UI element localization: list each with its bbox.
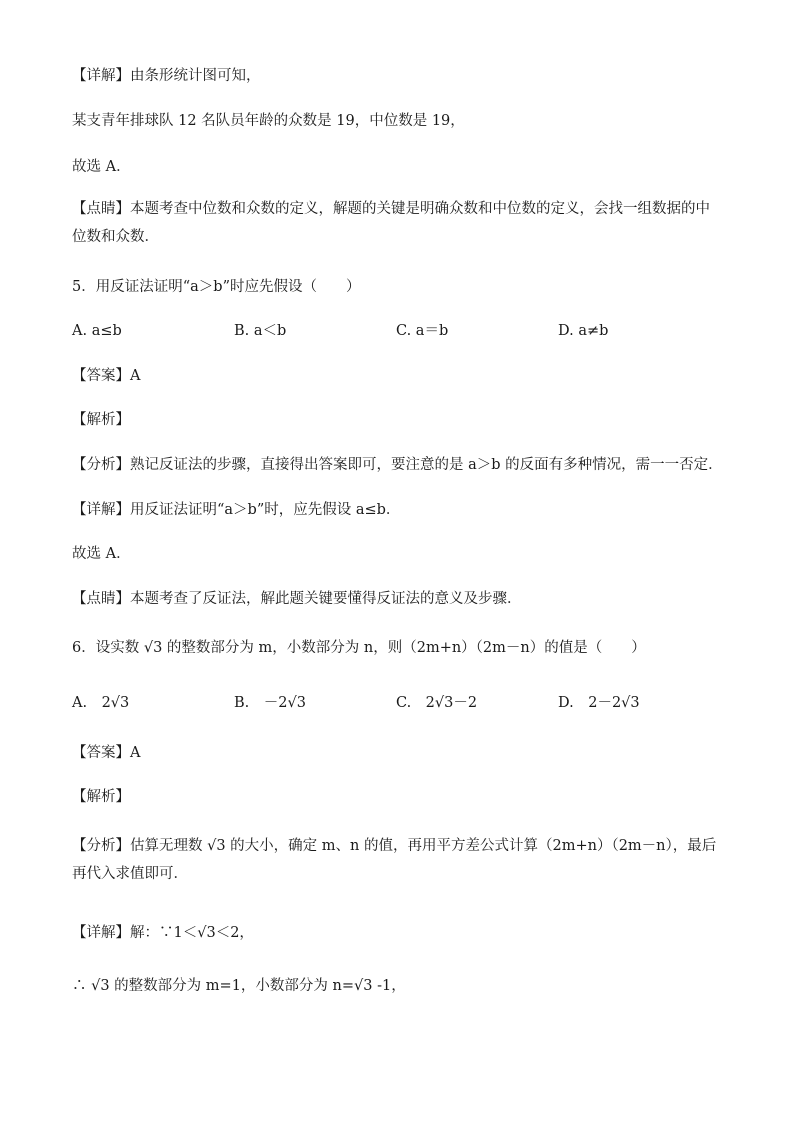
comment-5: 【点睛】本题考查了反证法，解此题关键要懂得反证法的意义及步骤． [72, 591, 522, 607]
integer-part-line: ∴ √3 的整数部分为 m=1，小数部分为 n=√3 -1， [72, 978, 406, 994]
q6-option-c: C. 2√3－2 [396, 695, 478, 711]
choose-a-5: 故选 A． [72, 546, 131, 562]
analysis-6: 【分析】估算无理数 √3 的大小，确定 m、n 的值，再用平方差公式计算（2m+n）（2m－n），最后再代入求值即可． [72, 838, 717, 882]
line-choose-a-1: 故选 A． [72, 159, 131, 175]
analysis-5: 【分析】熟记反证法的步骤，直接得出答案即可，要注意的是 a＞b 的反面有多种情况，需一一否定． [72, 457, 723, 473]
line-comment-1: 【点睛】本题考查中位数和众数的定义，解题的关键是明确众数和中位数的定义，会找一组数据的中位数和众数． [72, 201, 710, 245]
detail-5: 【详解】用反证法证明“a＞b”时，应先假设 a≤b． [72, 502, 401, 518]
analysis-5-heading: 【解析】 [72, 412, 130, 428]
question-5: 5．用反证法证明“a＞b”时应先假设（ ） [72, 279, 361, 295]
q6-option-a: A. 2√3 [72, 695, 130, 711]
q6-option-d: D. 2－2√3 [558, 695, 640, 711]
detail-6: 【详解】解：∵1＜√3＜2， [72, 925, 254, 941]
q5-option-b: B. a＜b [234, 323, 287, 339]
analysis-6-heading: 【解析】 [72, 789, 130, 805]
question-6: 6．设实数 √3 的整数部分为 m，小数部分为 n，则（2m+n）（2m－n）的值是（ ） [72, 640, 646, 656]
line-mode-median: 某支青年排球队 12 名队员年龄的众数是 19，中位数是 19， [72, 113, 465, 129]
q5-option-a: A. a≤b [72, 323, 122, 339]
q6-option-b: B. －2√3 [234, 695, 306, 711]
answer-6: 【答案】A [72, 745, 141, 761]
line-detail-1: 【详解】由条形统计图可知， [72, 68, 261, 84]
q5-option-c: C. a＝b [396, 323, 449, 339]
q5-option-d: D. a≠b [558, 323, 609, 339]
answer-5: 【答案】A [72, 368, 141, 384]
